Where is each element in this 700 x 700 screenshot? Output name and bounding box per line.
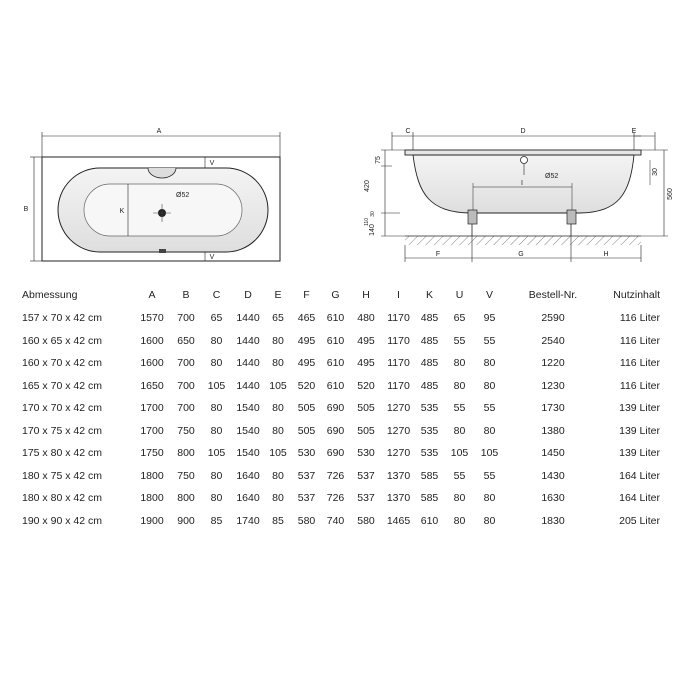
cell-a: 1700: [140, 424, 164, 437]
cell-h: 495: [357, 334, 375, 347]
cell-nutzinhalt: 139 Liter: [619, 424, 660, 437]
cell-u: 80: [453, 379, 466, 392]
side-view: [364, 128, 674, 262]
header-a: A: [148, 289, 156, 301]
cell-d: 1440: [236, 357, 260, 370]
cell-g: 740: [326, 514, 345, 527]
overflow-marker: [159, 249, 166, 253]
cell-c: 80: [210, 492, 223, 505]
cell-e: 80: [272, 402, 284, 415]
cell-h: 537: [357, 492, 375, 505]
cell-k: 485: [420, 357, 439, 370]
cell-u: 80: [453, 492, 466, 505]
cell-abmessung: 170 x 70 x 42 cm: [22, 402, 102, 415]
cell-i: 1170: [387, 312, 410, 325]
cell-bestell-nr: 1830: [541, 514, 565, 527]
cell-d: 1440: [236, 334, 260, 347]
cell-d: 1640: [236, 492, 260, 505]
cell-a: 1900: [140, 514, 164, 527]
cell-bestell-nr: 1380: [541, 424, 565, 437]
cell-h: 580: [357, 514, 375, 527]
header-abmessung: Abmessung: [22, 289, 78, 301]
cell-c: 80: [210, 424, 223, 437]
cell-a: 1750: [140, 447, 164, 460]
cell-nutzinhalt: 164 Liter: [619, 492, 660, 505]
cell-abmessung: 175 x 80 x 42 cm: [22, 447, 102, 460]
cell-i: 1370: [386, 492, 411, 505]
cell-k: 585: [420, 469, 439, 482]
cell-g: 610: [326, 312, 345, 325]
header-f: F: [303, 289, 310, 301]
cell-abmessung: 160 x 70 x 42 cm: [22, 357, 102, 370]
cell-i: 1465: [386, 514, 411, 527]
cell-b: 700: [177, 312, 195, 325]
cell-c: 105: [207, 447, 226, 460]
table-row: [22, 442, 660, 465]
cell-h: 520: [357, 379, 375, 392]
cell-f: 465: [297, 312, 316, 325]
cell-nutzinhalt: 139 Liter: [619, 402, 660, 415]
cell-e: 80: [272, 334, 284, 347]
cell-k: 535: [420, 424, 439, 437]
cell-u: 55: [453, 402, 466, 415]
dim-label-v-bottom: V: [209, 254, 215, 261]
cell-u: 55: [453, 469, 466, 482]
cell-h: 505: [357, 402, 375, 415]
dim-label-75: 75: [375, 156, 382, 164]
cell-i: 1170: [387, 379, 410, 392]
table-row: [22, 465, 660, 488]
cell-bestell-nr: 1630: [541, 492, 565, 505]
cell-bestell-nr: 2540: [541, 334, 565, 347]
cell-d: 1640: [236, 469, 260, 482]
dim-label-140: 140: [369, 224, 376, 236]
cell-k: 610: [420, 514, 439, 527]
cell-d: 1740: [236, 514, 260, 527]
table-row: [22, 330, 660, 353]
cell-v: 80: [483, 424, 496, 437]
cell-abmessung: 160 x 65 x 42 cm: [22, 334, 102, 347]
cell-k: 485: [420, 334, 439, 347]
table-row: [22, 375, 660, 398]
cell-b: 900: [177, 514, 195, 527]
header-v: V: [485, 289, 493, 301]
foot-left: [468, 210, 477, 224]
cell-e: 105: [269, 447, 287, 460]
cell-h: 537: [357, 469, 375, 482]
cell-v: 80: [483, 379, 496, 392]
header-h: H: [362, 289, 370, 301]
dim-label-e: E: [631, 128, 637, 135]
cell-a: 1800: [140, 492, 164, 505]
cell-e: 80: [272, 424, 284, 437]
cell-d: 1440: [236, 312, 260, 325]
cell-g: 726: [326, 492, 345, 505]
cell-nutzinhalt: 205 Liter: [619, 514, 660, 527]
cell-d: 1540: [236, 447, 260, 460]
cell-v: 80: [483, 492, 496, 505]
cell-g: 726: [326, 469, 345, 482]
table-row: [22, 307, 660, 330]
cell-e: 85: [272, 514, 284, 527]
cell-i: 1270: [386, 447, 411, 460]
cell-i: 1370: [386, 469, 411, 482]
cell-h: 495: [357, 357, 375, 370]
cell-e: 80: [272, 492, 284, 505]
cell-g: 610: [326, 334, 345, 347]
technical-drawing: [0, 0, 700, 290]
cell-bestell-nr: 1730: [541, 402, 565, 415]
cell-bestell-nr: 1450: [541, 447, 565, 460]
cell-bestell-nr: 2590: [541, 312, 565, 325]
cell-f: 537: [297, 469, 316, 482]
cell-a: 1600: [140, 334, 164, 347]
cell-b: 650: [177, 334, 195, 347]
header-k: K: [425, 289, 433, 301]
header-u: U: [455, 289, 464, 301]
header-c: C: [212, 289, 221, 301]
cell-e: 105: [269, 379, 287, 392]
cell-nutzinhalt: 116 Liter: [619, 312, 660, 325]
cell-c: 105: [207, 379, 226, 392]
cell-f: 520: [297, 379, 316, 392]
cell-bestell-nr: 1220: [541, 357, 565, 370]
cell-u: 65: [453, 312, 466, 325]
cell-c: 80: [210, 402, 223, 415]
cell-c: 80: [210, 357, 223, 370]
dim-label-g: G: [518, 251, 524, 258]
cell-nutzinhalt: 116 Liter: [619, 357, 660, 370]
cell-c: 80: [210, 334, 223, 347]
cell-bestell-nr: 1230: [541, 379, 565, 392]
dim-label-30b: 30: [370, 211, 376, 217]
header-d: D: [244, 289, 252, 301]
dim-label-i: I: [521, 180, 523, 187]
header-b: B: [182, 289, 190, 301]
cell-a: 1600: [140, 357, 164, 370]
dimension-table: [22, 289, 660, 532]
cell-nutzinhalt: 116 Liter: [619, 334, 660, 347]
cell-g: 690: [326, 447, 345, 460]
cell-b: 700: [177, 357, 195, 370]
table-row: [22, 352, 660, 375]
header-e: E: [274, 289, 282, 301]
cell-u: 105: [450, 447, 469, 460]
cell-g: 610: [326, 357, 345, 370]
cell-nutzinhalt: 116 Liter: [619, 379, 660, 392]
cell-i: 1270: [386, 402, 411, 415]
cell-f: 530: [297, 447, 316, 460]
cell-k: 485: [420, 379, 439, 392]
table-header-row: [22, 289, 660, 307]
cell-k: 535: [420, 402, 439, 415]
cell-c: 65: [210, 312, 223, 325]
cell-g: 610: [326, 379, 345, 392]
cell-v: 80: [483, 357, 496, 370]
cell-b: 700: [177, 379, 195, 392]
cell-k: 585: [420, 492, 439, 505]
floor-hatch: [405, 236, 641, 245]
table-row: [22, 420, 660, 443]
cell-a: 1700: [140, 402, 164, 415]
cell-h: 480: [357, 312, 375, 325]
drain-label-top: Ø52: [176, 192, 190, 199]
cell-b: 750: [177, 469, 195, 482]
header-bestell-nr: Bestell-Nr.: [528, 289, 578, 301]
dim-label-420: 420: [364, 180, 371, 192]
cell-abmessung: 157 x 70 x 42 cm: [22, 312, 102, 325]
table-row: [22, 510, 660, 533]
dim-label-v-top: V: [209, 160, 215, 167]
cell-f: 495: [297, 357, 316, 370]
cell-d: 1540: [236, 424, 260, 437]
cell-f: 537: [297, 492, 316, 505]
cell-f: 580: [297, 514, 316, 527]
cell-i: 1170: [387, 357, 410, 370]
cell-f: 505: [297, 424, 316, 437]
cell-b: 800: [177, 447, 195, 460]
dim-label-110: 110: [364, 218, 370, 226]
cell-v: 55: [483, 469, 496, 482]
cell-e: 65: [272, 312, 284, 325]
dim-label-c: C: [405, 128, 411, 135]
top-view: [24, 128, 280, 261]
cell-u: 55: [453, 334, 466, 347]
cell-v: 95: [483, 312, 496, 325]
cell-nutzinhalt: 139 Liter: [619, 447, 660, 460]
tub-rim-side: [405, 150, 641, 155]
dim-label-30: 30: [652, 168, 659, 176]
dim-label-h: H: [603, 251, 609, 258]
cell-v: 105: [480, 447, 499, 460]
cell-v: 55: [483, 334, 496, 347]
cell-u: 80: [453, 424, 466, 437]
cell-bestell-nr: 1430: [541, 469, 565, 482]
dim-label-d: D: [520, 128, 526, 135]
header-i: I: [397, 289, 400, 301]
cell-k: 535: [420, 447, 439, 460]
cell-v: 80: [483, 514, 496, 527]
overflow-side: [521, 157, 528, 164]
cell-f: 505: [297, 402, 316, 415]
dim-label-b: B: [23, 206, 29, 213]
cell-g: 690: [326, 402, 345, 415]
cell-g: 690: [326, 424, 345, 437]
dim-label-560: 560: [667, 188, 674, 200]
drain-label-side: Ø52: [545, 173, 559, 180]
cell-u: 80: [453, 514, 466, 527]
cell-c: 80: [210, 469, 223, 482]
table-row: [22, 487, 660, 510]
cell-i: 1170: [387, 334, 410, 347]
cell-d: 1440: [236, 379, 260, 392]
cell-d: 1540: [236, 402, 260, 415]
foot-right: [567, 210, 576, 224]
cell-a: 1570: [140, 312, 164, 325]
cell-abmessung: 165 x 70 x 42 cm: [22, 379, 102, 392]
cell-h: 505: [357, 424, 375, 437]
dim-label-a: A: [156, 128, 162, 135]
cell-nutzinhalt: 164 Liter: [619, 469, 660, 482]
cell-e: 80: [272, 357, 284, 370]
cell-e: 80: [272, 469, 284, 482]
cell-a: 1650: [140, 379, 164, 392]
table-row: [22, 397, 660, 420]
cell-b: 750: [177, 424, 195, 437]
cell-i: 1270: [386, 424, 411, 437]
cell-f: 495: [297, 334, 316, 347]
cell-k: 485: [420, 312, 439, 325]
cell-abmessung: 190 x 90 x 42 cm: [22, 514, 102, 527]
cell-h: 530: [357, 447, 375, 460]
cell-b: 700: [177, 402, 195, 415]
cell-u: 80: [453, 357, 466, 370]
cell-abmessung: 180 x 80 x 42 cm: [22, 492, 102, 505]
cell-b: 800: [177, 492, 195, 505]
dim-label-f: F: [435, 251, 441, 258]
cell-abmessung: 180 x 75 x 42 cm: [22, 469, 102, 482]
header-g: G: [331, 289, 340, 301]
cell-abmessung: 170 x 75 x 42 cm: [22, 424, 102, 437]
cell-a: 1800: [140, 469, 164, 482]
cell-c: 85: [210, 514, 223, 527]
dim-label-k: K: [119, 208, 125, 215]
header-nutzinhalt: Nutzinhalt: [613, 289, 660, 301]
table-body: [22, 307, 660, 532]
cell-v: 55: [483, 402, 496, 415]
